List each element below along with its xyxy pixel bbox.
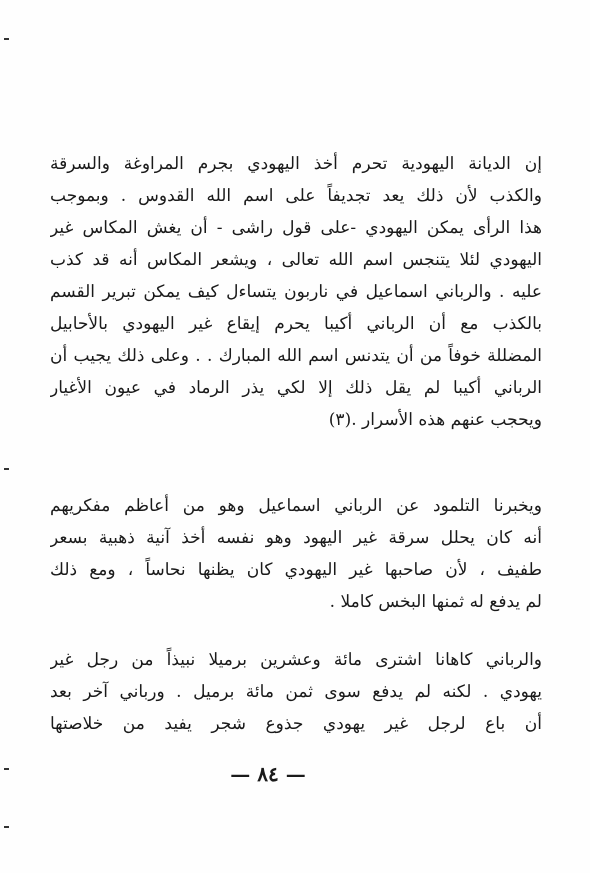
scan-edge-mark: [4, 826, 9, 828]
text-line: طفيف ، لأن صاحبها غير اليهودي كان يظنها نحاساً ، ومع ذلك: [50, 560, 542, 580]
text-line: بالكذب مع أن الرباني أكيبا يحرم إيقاع غير اليهودي بالأحابيل: [50, 314, 542, 334]
paragraph-2: [50, 490, 542, 618]
text-line: هذا الرأى يمكن اليهودي -على قول راشى - أن يغش المكاس غير: [50, 218, 542, 238]
page-number: — ٨٤ —: [230, 762, 306, 786]
scan-edge-mark: [4, 468, 9, 470]
text-line: أن باع لرجل غير يهودي جذوع شجر يفيد من خلاصتها: [50, 714, 542, 734]
scan-edge-mark: [4, 38, 9, 40]
text-line: الرباني أكيبا لم يقل ذلك إلا لكي يذر الرماد في عيون الأغيار: [50, 378, 542, 398]
text-line: عليه . والرباني اسماعيل في ناربون يتساءل كيف يمكن تبرير القسم: [50, 282, 542, 302]
text-line: لم يدفع له ثمنها البخس كاملا .: [329, 592, 542, 612]
text-line: ويخبرنا التلمود عن الرباني اسماعيل وهو من أعاظم مفكريهم: [50, 496, 542, 516]
text-line: يهودي . لكنه لم يدفع سوى ثمن مائة برميل . ورباني آخر بعد: [50, 682, 542, 702]
paragraph-3: [50, 644, 542, 740]
text-line: والكذب لأن ذلك يعد تجديفاً على اسم الله القدوس . وبموجب: [50, 186, 542, 206]
text-line: أنه كان يحلل سرقة غير اليهود وهو نفسه أخذ آنية ذهبية بسعر: [50, 528, 542, 548]
text-line: ويحجب عنهم هذه الأسرار .(٣): [328, 410, 542, 430]
paragraph-1: [50, 148, 542, 436]
text-line: المضللة خوفاً من أن يتدنس اسم الله المبارك . . وعلى ذلك يجيب أن: [50, 346, 542, 366]
text-line: والرباني كاهانا اشترى مائة وعشرين برميلا نبيذاً من رجل غير: [50, 650, 542, 670]
text-line: اليهودي لئلا يتنجس اسم الله تعالى ، ويشعر المكاس أنه قد كذب: [50, 250, 542, 270]
text-line: إن الديانة اليهودية تحرم أخذ اليهودي بجرم المراوغة والسرقة: [50, 154, 542, 174]
